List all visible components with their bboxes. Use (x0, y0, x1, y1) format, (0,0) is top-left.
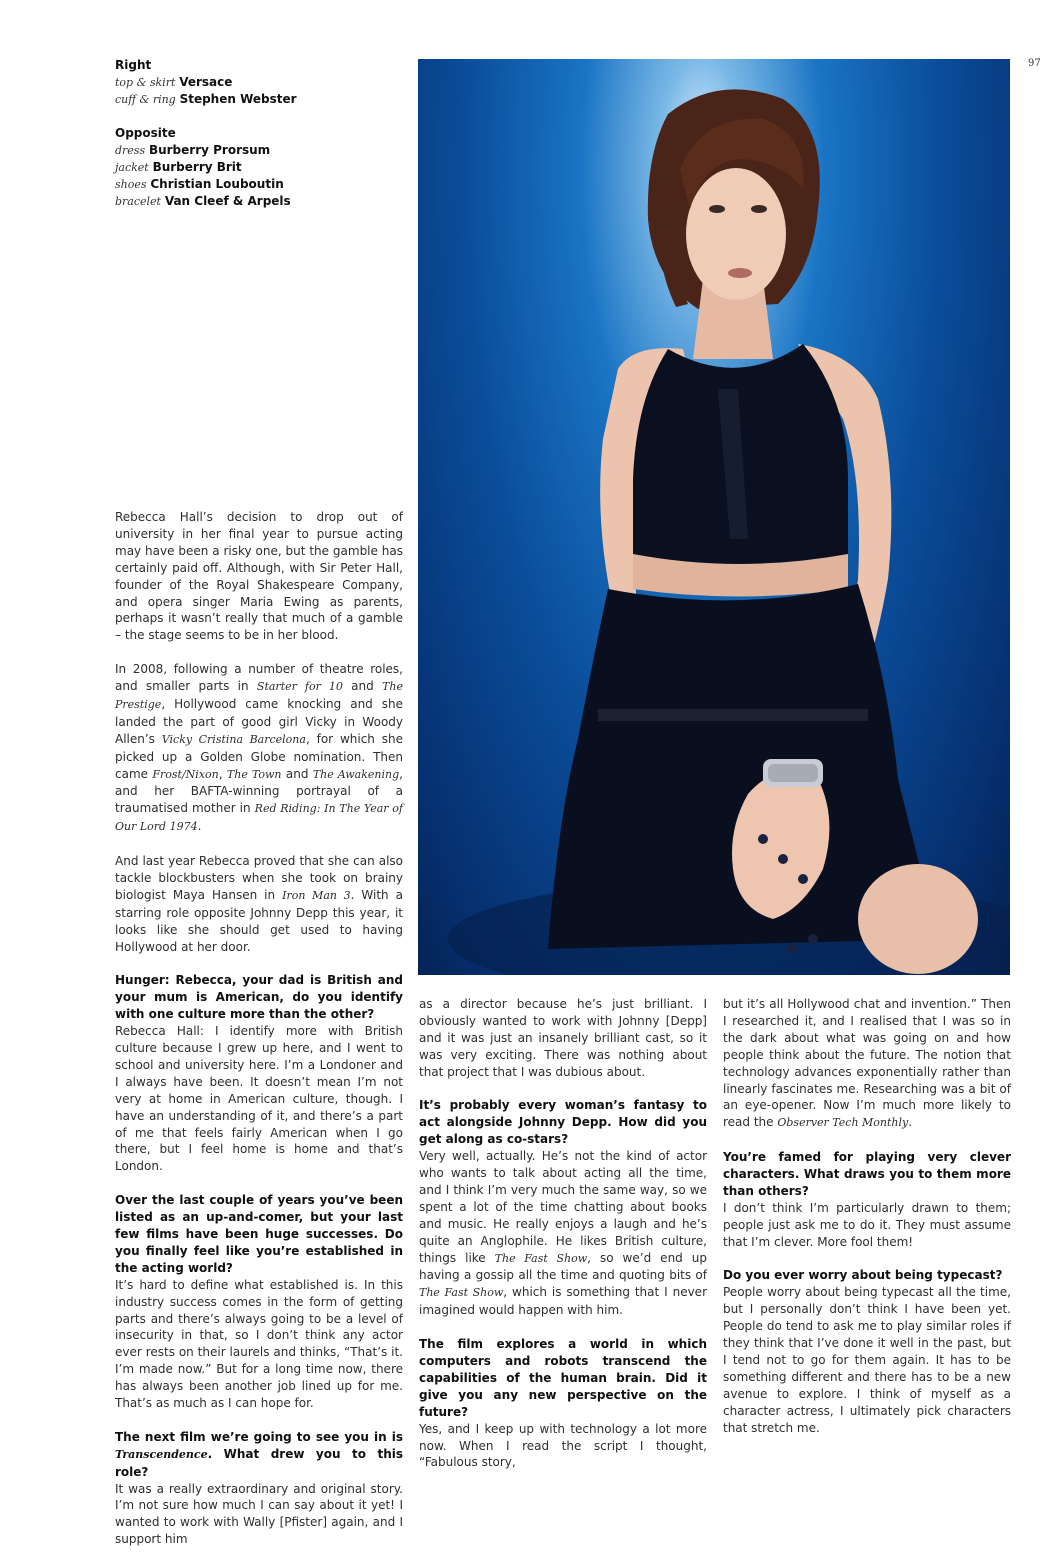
question-7: Do you ever worry about being typecast? (723, 1268, 1003, 1283)
text-run: The next film we’re going to see you in is (115, 1429, 403, 1444)
answer-5-part-1: Yes, and I keep up with technology a lot more now. When I read the script I thought, “Fabulous story, (419, 1421, 707, 1470)
credit-line (115, 91, 405, 108)
text-run: . (197, 819, 202, 834)
answer-3-part-1: It was a really extraordinary and original story. I’m not sure how much I can say about it yet! I wanted to work with Wally [Pfister] again, and I support him (115, 1481, 403, 1547)
film-title: Iron Man 3 (282, 888, 351, 902)
credit-role: jacket (115, 161, 149, 174)
credit-line (115, 74, 405, 91)
article-column-3 (723, 996, 1011, 1453)
question-1: Hunger: Rebecca, your dad is British and your mum is American, do you identify with one culture more than the other? (115, 973, 403, 1022)
text-run: And last year Rebecca proved that she can also tackle blockbusters when she took on brainy biologist Maya Hansen in (115, 854, 403, 902)
article-column-1 (115, 509, 403, 1565)
text-run: In 2008, following a number of theatre roles, and smaller parts in (115, 662, 403, 694)
credit-line (115, 142, 405, 159)
publication-title: Observer Tech Monthly (777, 1116, 909, 1130)
text-run: and (342, 679, 383, 694)
film-title: The Town (226, 767, 282, 781)
answer-2: It’s hard to define what established is. In this industry success comes in the form of getting parts and there’s always going to be a level of insecurity in that, so I don’t think any actor ever rests on their laurels and thinks, “That’s it. I’m made now.” But for a long time now, there has always been another job lined up for me. That’s as much as I can hope for. (115, 1277, 403, 1411)
answer-4 (419, 1148, 707, 1319)
text-run: , for which she picked up a Golden Globe nomination. Then came (115, 731, 403, 781)
film-title: Transcendence (115, 1447, 208, 1461)
film-title: The Awakening (312, 767, 400, 781)
question-6: You’re famed for playing very clever characters. What draws you to them more than others? (723, 1150, 1011, 1198)
show-title: The Fast Show (419, 1286, 504, 1300)
credits-heading: Right (115, 58, 152, 72)
credit-line (115, 193, 405, 210)
credit-brand: Stephen Webster (179, 92, 297, 106)
intro-paragraph-2 (115, 661, 403, 836)
credit-role: bracelet (115, 195, 161, 208)
portrait-illustration (418, 59, 1010, 975)
credit-role: shoes (115, 178, 147, 191)
credit-role: top & skirt (115, 76, 176, 89)
article-column-2 (419, 996, 707, 1488)
fashion-credits (115, 57, 405, 227)
credit-line (115, 159, 405, 176)
text-run: . (908, 1115, 913, 1130)
credit-brand: Versace (179, 75, 233, 89)
question-3 (115, 1429, 403, 1481)
intro-paragraph-1: Rebecca Hall’s decision to drop out of university in her final year to pursue acting may have been a risky one, but the gamble has certainly paid off. Although, with Sir Peter Hall, founder of the Royal Shakespeare Company, and opera singer Maria Ewing as parents, perhaps it wasn’t really that much of a gamble – the stage seems to be in her blood. (115, 510, 403, 643)
answer-3-part-2: as a director because he’s just brilliant. I obviously wanted to work with Johnny [Depp] and it was just an insanely brilliant cast, so it was very exciting. There was nothing about that project that I was dubious about. (419, 997, 707, 1079)
text-run: . What drew you to this role? (115, 1446, 403, 1479)
portrait-photo (418, 59, 1010, 975)
credit-brand: Van Cleef & Arpels (164, 194, 291, 208)
text-run: . With a starring role opposite Johnny Depp this year, it looks like she should get used to having Hollywood at her door. (115, 887, 403, 954)
text-run: and (281, 766, 313, 781)
intro-paragraph-3 (115, 853, 403, 955)
text-run: , (218, 766, 227, 781)
answer-5-part-2 (723, 996, 1011, 1132)
film-title: The Prestige (115, 680, 403, 711)
credit-line (115, 176, 405, 193)
question-4: It’s probably every woman’s fantasy to act alongside Johnny Depp. How did you get along as co-stars? (419, 1098, 707, 1147)
credits-heading: Opposite (115, 126, 176, 140)
text-run: , Hollywood came knocking and she landed the part of good girl Vicky in Woody Allen’s (115, 696, 403, 746)
text-run: Very well, actually. He’s not the kind of actor who wants to talk about acting all the time, and I think I’m very much the same way, so we spent a lot of the time chatting about books and music. He really enjoys a laugh and he’s quite an Anglophile. He likes British culture, things like (419, 1149, 707, 1265)
text-run: , which is something that I never imagined would happen with him. (419, 1285, 707, 1318)
film-title: Starter for 10 (256, 680, 343, 694)
credit-role: dress (115, 144, 146, 157)
show-title: The Fast Show (494, 1251, 588, 1265)
film-title: Frost/Nixon (152, 767, 219, 781)
question-5: The film explores a world in which computers and robots transcend the capabilities of the human brain. Did it give you any new perspective on the future? (419, 1337, 707, 1419)
credits-opposite (115, 125, 405, 210)
credit-role: cuff & ring (115, 93, 176, 106)
credit-brand: Burberry Brit (152, 160, 242, 174)
credit-brand: Burberry Prorsum (148, 143, 271, 157)
answer-1: Rebecca Hall: I identify more with British culture because I grew up here, and I went to school and university here. I’m a Londoner and I always have been. It doesn’t mean I’m not very at home in American culture, though. I have an understanding of it, and there’s a part of me that feels fairly American when I go there, but I feel home is home and that’s London. (115, 1024, 403, 1174)
text-run: , and her BAFTA-winning portrayal of a traumatised mother in (115, 766, 403, 816)
credits-right (115, 57, 405, 108)
credit-brand: Christian Louboutin (150, 177, 284, 191)
page-number: 97 (1028, 58, 1041, 69)
film-title: Red Riding: In The Year of Our Lord 1974 (115, 802, 403, 834)
answer-7: People worry about being typecast all the time, but I personally don’t think I have been yet. People do tend to ask me to play similar roles if they think that I’ve done it well in the past, but I tend not to go for them again. It has to be something different and there has to be a new avenue to explore. I think of myself as a character actress, I ultimately pick characters that stretch me. (723, 1285, 1011, 1435)
question-2: Over the last couple of years you’ve been listed as an up-and-comer, but your last few films have been huge successes. Do you finally feel like you’re established in the acting world? (115, 1193, 403, 1275)
text-run: but it’s all Hollywood chat and invention.” Then I researched it, and I realised that I was so in the dark about what was going on and how people think about the future. The notion that technology advances exponentially rather than linearly fascinates me. Researching was a bit of an eye-opener. Now I’m much more likely to read the (723, 997, 1011, 1130)
text-run: , so we’d end up having a gossip all the time and quoting bits of (419, 1250, 708, 1283)
film-title: Vicky Cristina Barcelona (161, 732, 306, 746)
answer-6: I don’t think I’m particularly drawn to them; people just ask me to do it. They must assume that I’m clever. More fool them! (723, 1200, 1011, 1249)
